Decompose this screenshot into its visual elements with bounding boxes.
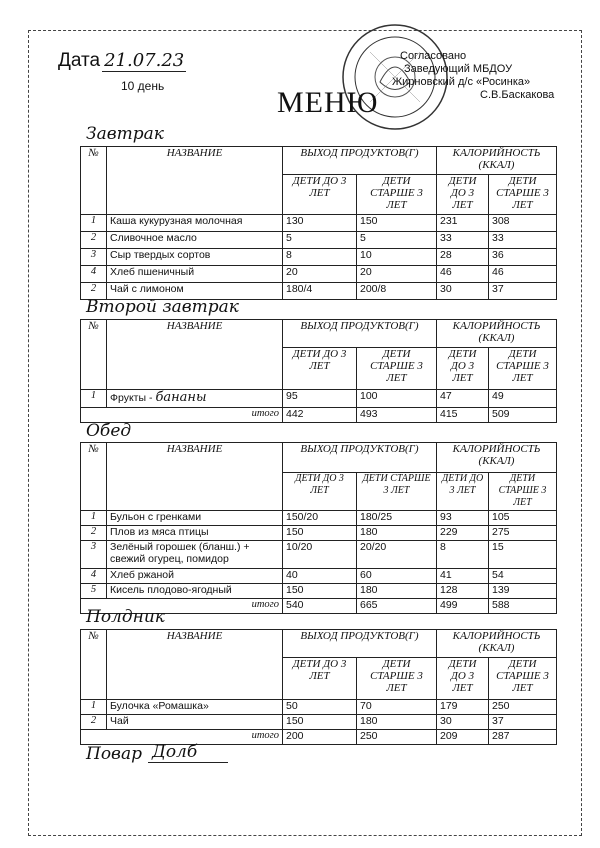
col-cal-over3: ДЕТИ СТАРШЕ 3 ЛЕТ [489, 658, 557, 700]
col-name: НАЗВАНИЕ [107, 147, 283, 215]
row-num: 1 [81, 511, 107, 526]
row-cal-under3: 93 [437, 511, 489, 526]
table-row [81, 215, 557, 232]
row-output-over3: 180 [357, 584, 437, 599]
row-num: 3 [81, 249, 107, 266]
col-output: ВЫХОД ПРОДУКТОВ(Г) [283, 443, 437, 473]
cook-signature: Долб [148, 742, 228, 763]
col-num: № [81, 320, 107, 390]
row-cal-over3: 250 [489, 700, 557, 715]
row-num: 1 [81, 390, 107, 408]
row-num: 2 [81, 526, 107, 541]
row-output-over3: 20 [357, 266, 437, 283]
row-name: Каша кукурузная молочная [107, 215, 283, 232]
date-value: 21.07.23 [104, 50, 185, 71]
row-cal-over3: 275 [489, 526, 557, 541]
row-num: 1 [81, 215, 107, 232]
row-output-under3: 95 [283, 390, 357, 408]
col-cal-under3: ДЕТИ ДО 3 ЛЕТ [437, 473, 489, 511]
row-cal-over3: 49 [489, 390, 557, 408]
col-num: № [81, 630, 107, 700]
row-output-under3: 130 [283, 215, 357, 232]
col-cal-over3: ДЕТИ СТАРШЕ 3 ЛЕТ [489, 348, 557, 390]
cook-label: Повар [86, 744, 142, 764]
col-output-over3: ДЕТИ СТАРШЕ 3 ЛЕТ [357, 658, 437, 700]
col-cal-over3: ДЕТИ СТАРШЕ 3 ЛЕТ [489, 175, 557, 215]
row-cal-over3: 54 [489, 569, 557, 584]
row-cal-under3: 47 [437, 390, 489, 408]
row-name-handwritten: бананы [155, 390, 207, 405]
row-cal-over3: 37 [489, 283, 557, 300]
table-row [81, 700, 557, 715]
row-cal-under3: 30 [437, 715, 489, 730]
approval-line3: Жирновский д/с «Росинка» [392, 76, 531, 88]
row-name: Хлеб пшеничный [107, 266, 283, 283]
row-output-over3: 180/25 [357, 511, 437, 526]
col-name: НАЗВАНИЕ [107, 630, 283, 700]
row-output-over3: 200/8 [357, 283, 437, 300]
row-num: 3 [81, 541, 107, 569]
col-num: № [81, 147, 107, 215]
row-output-under3: 150 [283, 584, 357, 599]
row-cal-under3: 28 [437, 249, 489, 266]
col-output-under3: ДЕТИ ДО 3 ЛЕТ [283, 473, 357, 511]
row-num: 4 [81, 266, 107, 283]
total-label: итого [81, 599, 283, 614]
row-num: 1 [81, 700, 107, 715]
total-cal-over3: 588 [489, 599, 557, 614]
col-name: НАЗВАНИЕ [107, 320, 283, 390]
row-name: Плов из мяса птицы [107, 526, 283, 541]
row-cal-under3: 8 [437, 541, 489, 569]
row-cal-over3: 139 [489, 584, 557, 599]
col-cal-over3: ДЕТИ СТАРШЕ 3 ЛЕТ [489, 473, 557, 511]
row-cal-under3: 46 [437, 266, 489, 283]
total-output-over3: 250 [357, 730, 437, 745]
total-label: итого [81, 408, 283, 423]
section-title-snack: Полдник [86, 607, 165, 627]
total-output-under3: 200 [283, 730, 357, 745]
row-output-over3: 60 [357, 569, 437, 584]
table-row [81, 232, 557, 249]
table-row [81, 584, 557, 599]
row-num: 2 [81, 232, 107, 249]
row-output-under3: 180/4 [283, 283, 357, 300]
row-cal-under3: 231 [437, 215, 489, 232]
row-cal-over3: 33 [489, 232, 557, 249]
row-name: Сыр твердых сортов [107, 249, 283, 266]
lunch-table [80, 442, 557, 614]
row-output-under3: 150/20 [283, 511, 357, 526]
row-num: 2 [81, 283, 107, 300]
total-row [81, 408, 557, 423]
table-row [81, 541, 557, 569]
col-calories: КАЛОРИЙНОСТЬ (ККАЛ) [437, 630, 557, 658]
date-label: Дата [58, 50, 101, 71]
col-cal-under3: ДЕТИ ДО 3 ЛЕТ [437, 175, 489, 215]
col-output-under3: ДЕТИ ДО 3 ЛЕТ [283, 348, 357, 390]
total-label: итого [81, 730, 283, 745]
row-name [107, 390, 283, 408]
row-output-over3: 100 [357, 390, 437, 408]
col-name: НАЗВАНИЕ [107, 443, 283, 511]
row-name: Зелёный горошек (бланш.) + свежий огурец, помидор [107, 541, 283, 569]
row-cal-over3: 46 [489, 266, 557, 283]
col-output: ВЫХОД ПРОДУКТОВ(Г) [283, 320, 437, 348]
day-label: 10 день [121, 79, 165, 93]
approval-line1: Согласовано [400, 50, 467, 62]
row-cal-under3: 33 [437, 232, 489, 249]
row-name: Кисель плодово-ягодный [107, 584, 283, 599]
row-output-under3: 50 [283, 700, 357, 715]
snack-table [80, 629, 557, 745]
row-name: Бульон с гренками [107, 511, 283, 526]
row-num: 4 [81, 569, 107, 584]
row-name: Чай с лимоном [107, 283, 283, 300]
col-calories: КАЛОРИЙНОСТЬ (ККАЛ) [437, 443, 557, 473]
row-output-over3: 70 [357, 700, 437, 715]
row-name: Хлеб ржаной [107, 569, 283, 584]
row-output-over3: 20/20 [357, 541, 437, 569]
breakfast-table [80, 146, 557, 300]
approval-line2: Заведующий МБДОУ [404, 63, 513, 75]
total-cal-under3: 209 [437, 730, 489, 745]
total-output-under3: 442 [283, 408, 357, 423]
menu-title: МЕНЮ [277, 86, 379, 119]
section-title-second-breakfast: Второй завтрак [86, 297, 239, 317]
row-name: Сливочное масло [107, 232, 283, 249]
second-breakfast-table [80, 319, 557, 423]
row-output-over3: 5 [357, 232, 437, 249]
row-output-under3: 8 [283, 249, 357, 266]
row-cal-over3: 15 [489, 541, 557, 569]
row-output-over3: 180 [357, 526, 437, 541]
row-cal-under3: 128 [437, 584, 489, 599]
row-output-under3: 5 [283, 232, 357, 249]
table-row [81, 266, 557, 283]
col-calories: КАЛОРИЙНОСТЬ (ККАЛ) [437, 320, 557, 348]
total-cal-under3: 415 [437, 408, 489, 423]
approval-line4: С.В.Баскакова [480, 89, 555, 101]
row-cal-under3: 179 [437, 700, 489, 715]
row-output-over3: 10 [357, 249, 437, 266]
row-output-over3: 150 [357, 215, 437, 232]
col-output-over3: ДЕТИ СТАРШЕ 3 ЛЕТ [357, 473, 437, 511]
row-name: Чай [107, 715, 283, 730]
row-cal-over3: 36 [489, 249, 557, 266]
total-cal-over3: 287 [489, 730, 557, 745]
total-output-over3: 665 [357, 599, 437, 614]
row-output-over3: 180 [357, 715, 437, 730]
row-output-under3: 40 [283, 569, 357, 584]
row-cal-under3: 229 [437, 526, 489, 541]
total-output-under3: 540 [283, 599, 357, 614]
row-cal-under3: 41 [437, 569, 489, 584]
total-cal-under3: 499 [437, 599, 489, 614]
row-cal-over3: 37 [489, 715, 557, 730]
table-row [81, 526, 557, 541]
col-output-over3: ДЕТИ СТАРШЕ 3 ЛЕТ [357, 175, 437, 215]
col-output-over3: ДЕТИ СТАРШЕ 3 ЛЕТ [357, 348, 437, 390]
row-num: 2 [81, 715, 107, 730]
col-num: № [81, 443, 107, 511]
section-title-lunch: Обед [86, 421, 132, 441]
table-row [81, 249, 557, 266]
col-output: ВЫХОД ПРОДУКТОВ(Г) [283, 147, 437, 175]
col-calories: КАЛОРИЙНОСТЬ (ККАЛ) [437, 147, 557, 175]
section-title-breakfast: Завтрак [86, 124, 164, 144]
row-output-under3: 10/20 [283, 541, 357, 569]
col-output-under3: ДЕТИ ДО 3 ЛЕТ [283, 175, 357, 215]
row-cal-over3: 308 [489, 215, 557, 232]
row-output-under3: 20 [283, 266, 357, 283]
date-line [58, 50, 186, 72]
row-cal-under3: 30 [437, 283, 489, 300]
row-output-under3: 150 [283, 526, 357, 541]
table-row [81, 390, 557, 408]
approval-block [392, 50, 555, 102]
col-cal-under3: ДЕТИ ДО 3 ЛЕТ [437, 658, 489, 700]
row-num: 5 [81, 584, 107, 599]
row-name-printed: Фрукты - [110, 392, 153, 404]
col-output-under3: ДЕТИ ДО 3 ЛЕТ [283, 658, 357, 700]
col-cal-under3: ДЕТИ ДО 3 ЛЕТ [437, 348, 489, 390]
col-output: ВЫХОД ПРОДУКТОВ(Г) [283, 630, 437, 658]
row-cal-over3: 105 [489, 511, 557, 526]
total-cal-over3: 509 [489, 408, 557, 423]
row-name: Булочка «Ромашка» [107, 700, 283, 715]
row-output-under3: 150 [283, 715, 357, 730]
table-row [81, 511, 557, 526]
total-output-over3: 493 [357, 408, 437, 423]
table-row [81, 569, 557, 584]
table-row [81, 715, 557, 730]
